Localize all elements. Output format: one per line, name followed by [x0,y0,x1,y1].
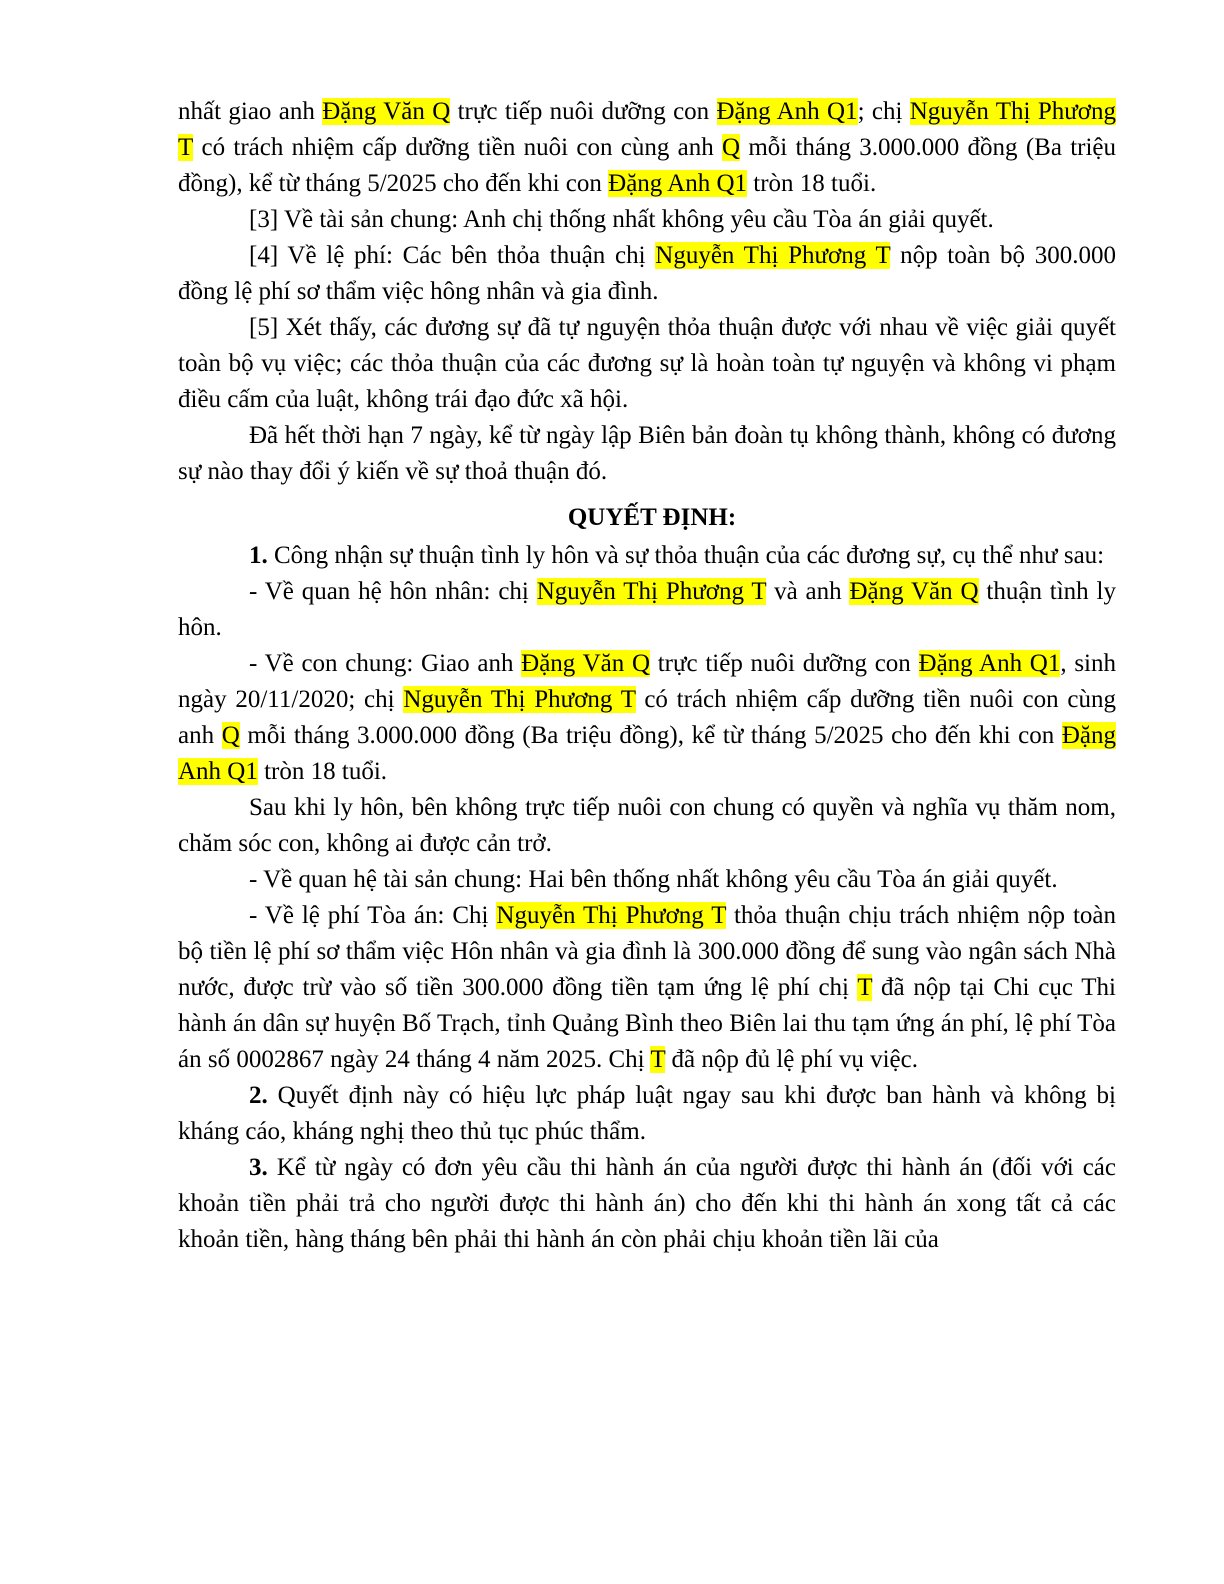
paragraph-common-property: [3] Về tài sản chung: Anh chị thống nhất không yêu cầu Tòa án giải quyết. [249,206,994,233]
name-wife: Nguyễn Thị Phương T [496,902,727,929]
name-husband-short: Q [221,722,240,749]
name-child: Đặng Anh Q1 [608,170,748,197]
decision-item-3: 3. Kể từ ngày có đơn yêu cầu thi hành án của người được thi hành án (đối với các khoản tiền phải trả cho người được thi hành án) cho đến khi thi hành án xong tất cả các khoản tiền, hàng tháng bên phải thi hành án còn phải chịu khoản tiền lãi của [178,1154,1116,1253]
name-husband: Đặng Văn Q [849,578,979,605]
name-husband: Đặng Văn Q [521,650,650,677]
paragraph-visitation: Sau khi ly hôn, bên không trực tiếp nuôi con chung có quyền và nghĩa vụ thăm nom, chăm sóc con, không ai được cản trở. [178,794,1116,857]
name-husband: Đặng Văn Q [322,98,451,125]
paragraph-custody-continuation: nhất giao anh Đặng Văn Q trực tiếp nuôi dưỡng con Đặng Anh Q1; chị Nguyễn Thị Phương T có trách nhiệm cấp dưỡng tiền nuôi con cùng anh Q mỗi tháng 3.000.000 đồng (Ba triệu đồng), kể từ tháng 5/2025 cho đến khi con Đặng Anh Q1 tròn 18 tuổi. [178,98,1117,197]
name-wife-short: T [650,1046,666,1073]
name-child: Đặng Anh Q1 [178,722,1116,785]
paragraph-children: - Về con chung: Giao anh Đặng Văn Q trực tiếp nuôi dưỡng con Đặng Anh Q1, sinh ngày 20/11/2020; chị Nguyễn Thị Phương T có trách nhiệm cấp dưỡng tiền nuôi con cùng anh Q mỗi tháng 3.000.000 đồng (Ba triệu đồng), kể từ tháng 5/2025 cho đến khi con Đặng Anh Q1 tròn 18 tuổi. [178,650,1117,785]
name-wife-short: T [857,974,873,1001]
name-wife: Nguyễn Thị Phương T [655,242,891,269]
paragraph-common-property-decision: - Về quan hệ tài sản chung: Hai bên thống nhất không yêu cầu Tòa án giải quyết. [249,866,1058,893]
name-child: Đặng Anh Q1 [918,650,1061,677]
decision-heading: QUYẾT ĐỊNH: [567,504,737,531]
decision-item-2: 2. Quyết định này có hiệu lực pháp luật ngay sau khi được ban hành và không bị kháng cáo, kháng nghị theo thủ tục phúc thẩm. [178,1082,1116,1145]
name-wife: Nguyễn Thị Phương T [403,686,636,713]
name-child: Đặng Anh Q1 [716,98,858,125]
paragraph-marriage: - Về quan hệ hôn nhân: chị Nguyễn Thị Phương T và anh Đặng Văn Q thuận tình ly hôn. [178,578,1116,641]
name-wife: Nguyễn Thị Phương T [536,578,767,605]
paragraph-fee: [4] Về lệ phí: Các bên thỏa thuận chị Nguyễn Thị Phương T nộp toàn bộ 300.000 đồng lệ phí sơ thẩm việc hông nhân và gia đình. [178,242,1116,305]
paragraph-deadline: Đã hết thời hạn 7 ngày, kể từ ngày lập Biên bản đoàn tụ không thành, không có đương sự nào thay đổi ý kiến về sự thoả thuận đó. [178,422,1116,485]
name-wife: Nguyễn Thị Phương T [178,98,1116,161]
decision-item-1: 1. Công nhận sự thuận tình ly hôn và sự thỏa thuận của các đương sự, cụ thể như sau: [249,542,1105,569]
document-page [178,94,1116,1258]
paragraph-consideration: [5] Xét thấy, các đương sự đã tự nguyện thỏa thuận được với nhau về việc giải quyết toàn bộ vụ việc; các thỏa thuận của các đương sự là hoàn toàn tự nguyện và không vi phạm điều cấm của luật, không trái đạo đức xã hội. [178,314,1116,413]
name-husband-short: Q [721,134,741,161]
paragraph-court-fee: - Về lệ phí Tòa án: Chị Nguyễn Thị Phương T thỏa thuận chịu trách nhiệm nộp toàn bộ tiền lệ phí sơ thẩm việc Hôn nhân và gia đình là 300.000 đồng để sung vào ngân sách Nhà nước, được trừ vào số tiền 300.000 đồng tiền tạm ứng lệ phí chị T đã nộp tại Chi cục Thi hành án dân sự huyện Bố Trạch, tỉnh Quảng Bình theo Biên lai thu tạm ứng án phí, lệ phí Tòa án số 0002867 ngày 24 tháng 4 năm 2025. Chị T đã nộp đủ lệ phí vụ việc. [178,902,1117,1073]
